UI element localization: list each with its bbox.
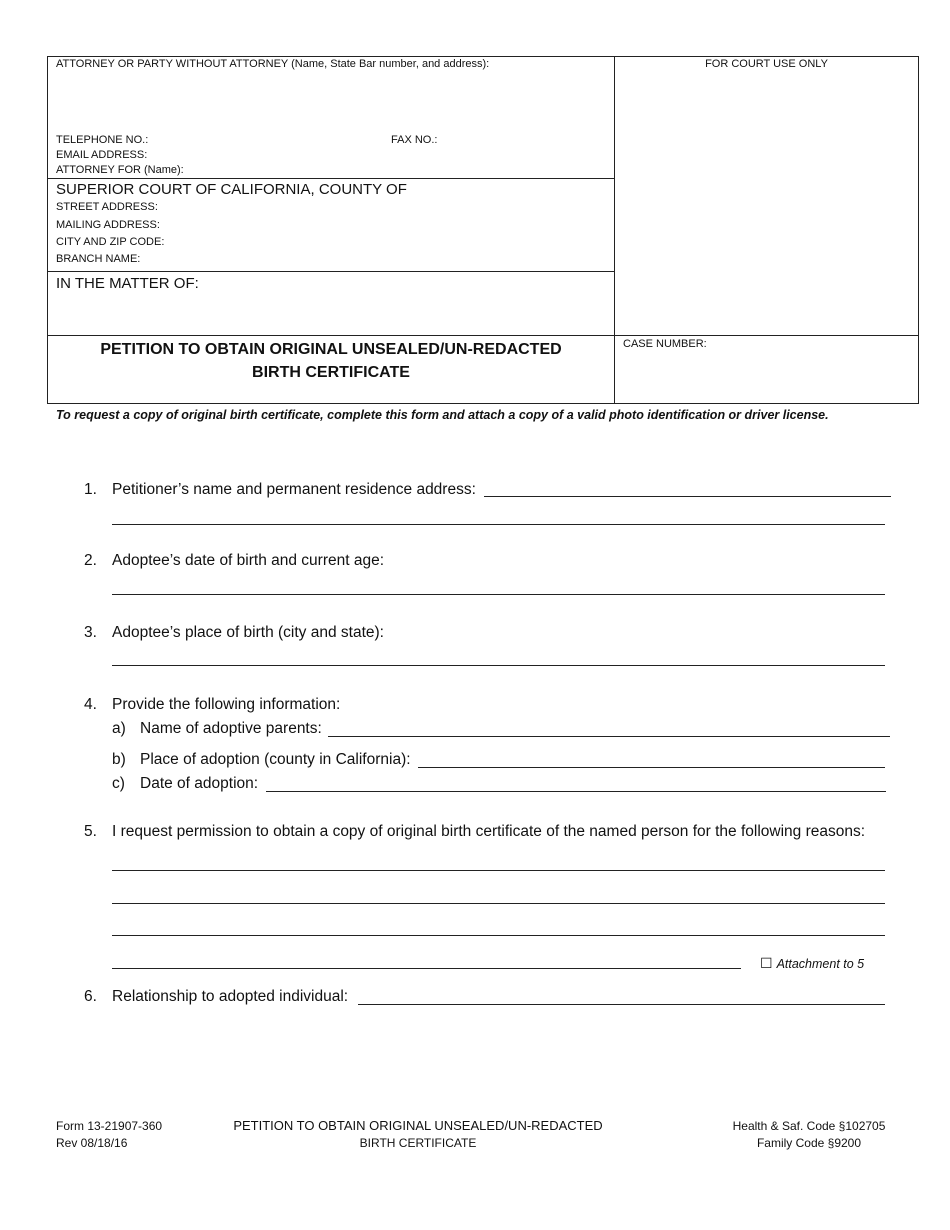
attorney-label: ATTORNEY OR PARTY WITHOUT ATTORNEY (Name, State Bar number, and address):: [56, 58, 490, 70]
form-title: [48, 338, 614, 384]
item-5-field-line[interactable]: [112, 935, 885, 936]
footer-codes: [716, 1118, 902, 1152]
caption-rule: [47, 335, 919, 336]
item-4b-letter: b): [112, 751, 126, 768]
caption-rule: [47, 271, 614, 272]
item-4a-letter: a): [112, 720, 126, 737]
form-number: Form 13-21907-360: [56, 1119, 163, 1133]
footer-title-line2: BIRTH CERTIFICATE: [359, 1136, 477, 1150]
item-1-field-line[interactable]: [484, 496, 891, 497]
item-4c-letter: c): [112, 775, 125, 792]
item-4-number: 4.: [84, 696, 97, 713]
item-5-field-line[interactable]: [112, 870, 885, 871]
item-2-field-line[interactable]: [112, 594, 885, 595]
item-6-field-line[interactable]: [358, 1004, 885, 1005]
form-title-line2: BIRTH CERTIFICATE: [252, 364, 410, 381]
footer-title: [218, 1117, 618, 1152]
item-1-number: 1.: [84, 481, 97, 498]
item-1-label: Petitioner’s name and permanent residence address:: [112, 481, 476, 498]
footer-title-line1: PETITION TO OBTAIN ORIGINAL UNSEALED/UN-REDACTED: [233, 1118, 603, 1133]
footer-form-info: [56, 1118, 162, 1152]
city-zip-label: CITY AND ZIP CODE:: [56, 236, 165, 248]
item-1-field-line[interactable]: [112, 524, 885, 525]
item-5-label: I request permission to obtain a copy of original birth certificate of the named person for the following reasons:: [112, 823, 866, 840]
item-3-number: 3.: [84, 624, 97, 641]
item-5-number: 5.: [84, 823, 97, 840]
caption-rule: [47, 178, 614, 179]
street-address-label: STREET ADDRESS:: [56, 201, 158, 213]
attorney-for-label: ATTORNEY FOR (Name):: [56, 164, 184, 176]
checkbox-icon[interactable]: ☐: [760, 955, 773, 971]
matter-label: IN THE MATTER OF:: [56, 275, 199, 292]
revision-date: Rev 08/18/16: [56, 1136, 128, 1150]
item-3-field-line[interactable]: [112, 665, 885, 666]
court-use-label: FOR COURT USE ONLY: [705, 58, 828, 70]
item-4b-field-line[interactable]: [418, 767, 885, 768]
item-2-number: 2.: [84, 552, 97, 569]
item-6-number: 6.: [84, 988, 97, 1005]
item-5-field-line[interactable]: [112, 968, 741, 969]
item-4c-label: Date of adoption:: [140, 775, 259, 792]
mailing-address-label: MAILING ADDRESS:: [56, 219, 160, 231]
attachment-label: Attachment to 5: [776, 957, 865, 971]
item-6-label: Relationship to adopted individual:: [112, 988, 349, 1005]
item-4-label: Provide the following information:: [112, 696, 341, 713]
item-4c-field-line[interactable]: [266, 791, 886, 792]
item-5-field-line[interactable]: [112, 903, 885, 904]
item-2-label: Adoptee’s date of birth and current age:: [112, 552, 385, 569]
code-citation-2: Family Code §9200: [756, 1136, 862, 1150]
branch-name-label: BRANCH NAME:: [56, 253, 141, 265]
court-name: SUPERIOR COURT OF CALIFORNIA, COUNTY OF: [56, 181, 407, 198]
instruction-text: To request a copy of original birth certificate, complete this form and attach a copy of a valid photo identification or driver license.: [56, 408, 829, 422]
item-3-label: Adoptee’s place of birth (city and state):: [112, 624, 384, 641]
item-4b-label: Place of adoption (county in California):: [140, 751, 411, 768]
code-citation-1: Health & Saf. Code §102705: [732, 1119, 886, 1133]
telephone-label: TELEPHONE NO.:: [56, 134, 149, 146]
item-4a-field-line[interactable]: [328, 736, 890, 737]
item-4a-label: Name of adoptive parents:: [140, 720, 322, 737]
attachment-checkbox[interactable]: [760, 954, 864, 973]
email-label: EMAIL ADDRESS:: [56, 149, 148, 161]
fax-label: FAX NO.:: [391, 134, 438, 146]
caption-divider: [614, 56, 615, 404]
form-title-line1: PETITION TO OBTAIN ORIGINAL UNSEALED/UN-REDACTED: [100, 341, 562, 358]
case-number-label: CASE NUMBER:: [623, 338, 707, 350]
